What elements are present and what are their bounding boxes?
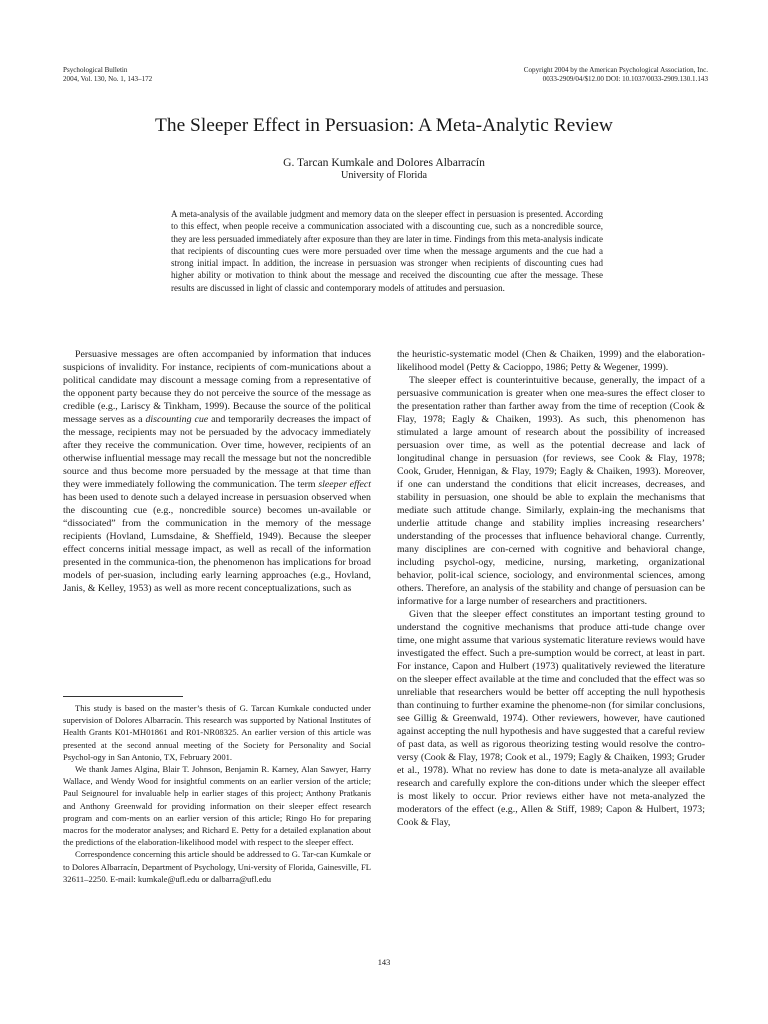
copyright-notice: Copyright 2004 by the American Psychological Association, Inc.: [523, 66, 708, 74]
article-title: The Sleeper Effect in Persuasion: A Meta-Analytic Review: [155, 115, 613, 136]
footnote-acknowledgments: We thank James Algina, Blair T. Johnson, Benjamin R. Karney, Alan Sawyer, Harry Wallace, and Wendy Wood for insightful comments on an earlier version of the article; Paul Seignourel for invaluable help in earlier stages of this project; Anthony Pratkanis and Anthony Greenwald for providing information on their sleeper effect research program and com-ments on an earlier version of this article; Ringo Ho for preparing macros for the moderator analyses; and Richard E. Petty for a detailed explanation about the predictions of the elaboration-likelihood model with respect to the sleeper effect.: [63, 764, 371, 848]
body-column-left: [63, 348, 371, 595]
running-header-left: [63, 66, 152, 83]
body-column-right: [397, 348, 705, 829]
journal-name: Psychological Bulletin: [63, 66, 128, 74]
term-discounting-cue: discounting cue: [145, 414, 209, 425]
text-run: and temporarily decreases the impact of the message, recipients may not be persuaded by the advocacy immediately after they receive the communication. Over time, however, recipients of an otherwise influential message may recall the message but not the noncredible source and thus become more persuaded by the message at that time than they were immediately following the communication. The term: [63, 414, 371, 490]
text-run: has been used to denote such a delayed increase in persuasion observed when the discounting cue (e.g., noncredible source) becomes un-available or “dissociated” from the communication in the memory of the message recipients (Hovland, Lumsdaine, & Sheffield, 1949). Because the sleeper effect concerns initial message impact, as well as recall of the information presented in the communica-tion, the phenomenon has implications for broad models of per-suasion, including early learning approaches (e.g., Hovland, Janis, & Kelley, 1953) as well as more recent conceptualizations, such as: [63, 492, 371, 594]
author-names: G. Tarcan Kumkale and Dolores Albarracín: [283, 156, 485, 169]
doi-line: 0033-2909/04/$12.00 DOI: 10.1037/0033-2909.130.1.143: [542, 74, 708, 83]
footnote-correspondence: Correspondence concerning this article should be addressed to G. Tar-can Kumkale or to Dolores Albarracín, Department of Psychology, Uni-versity of Florida, Gainesville, FL 32611–2250. E-mail: kumkale@ufl.edu or dalbarra@ufl.edu: [63, 849, 371, 884]
footnotes: [63, 702, 371, 885]
page-number: 143: [377, 958, 391, 967]
body-paragraph: the heuristic-systematic model (Chen & Chaiken, 1999) and the elaboration-likelihood model (Petty & Cacioppo, 1986; Petty & Wegener, 1999).: [397, 349, 705, 373]
footnote-funding: This study is based on the master’s thesis of G. Tarcan Kumkale conducted under supervision of Dolores Albarracín. This research was supported by National Institutes of Health Grants K01-MH01861 and R01-NR08325. An earlier version of this article was presented at the second annual meeting of the Society for Personality and Social Psychol-ogy in San Antonio, TX, February 2001.: [63, 703, 371, 762]
body-paragraph: [63, 348, 371, 595]
body-paragraph: The sleeper effect is counterintuitive because, generally, the impact of a persuasive communication is greater when one mea-sures the effect closer to the presentation rather than farther away from the time of reception (Cook & Flay, 1978; Eagly & Chaiken, 1993). As such, this phenomenon has stimulated a large amount of research about the possibility of increased persuasion over time, as well as the potential decrease and lack of longitudinal change in persuasion (for reviews, see Cook & Flay, 1978; Cook, Gruder, Hennigan, & Flay, 1979; Eagly & Chaiken, 1993). Moreover, if one can understand the conditions that elicit increases, decreases, and stability in persuasion, one should be able to explain the mechanisms that mediate such attitude change. Similarly, explain-ing the mechanisms that underlie attitude change and stability implies increasing researchers’ understanding of the processes that influence behavioral change. Currently, many disciplines are con-cerned with cognitive and behavioral change, including psychol-ogy, medicine, nursing, marketing, organizational behavior, polit-ical science, sociology, and environmental sciences, among others. Therefore, an analysis of the stability and change of persuasion can be informative for a large number of researchers and practitioners.: [397, 375, 705, 607]
text-run: Persuasive messages are often accompanied by information that induces suspicions of invalidity. For instance, recipients of com-munications about a political candidate may discount a message coming from a representative of the opponent party because they do not perceive the source of the message as credible (e.g., Lariscy & Tinkham, 1999). Because the source of the political message serves as a: [63, 349, 371, 425]
journal-volume: 2004, Vol. 130, No. 1, 143–172: [63, 74, 153, 83]
body-paragraph: Given that the sleeper effect constitutes an important testing ground to understand the cognitive mechanisms that produce atti-tude change over time, one might assume that various systematic literature reviews would have investigated the effect. Such a pre-sumption would be correct, at least in part. For instance, Capon and Hulbert (1973) qualitatively reviewed the literature on the sleeper effect available at the time and concluded that the effect was so unreliable that researchers would be better off accepting the null hypothesis than continuing to further examine the phenome-non (for similar conclusions, see Gillig & Greenwald, 1974). Other reviewers, however, have cautioned against accepting the null hypothesis and have suggested that a careful review of past data, as well as rigorous theorizing testing would resolve the contro-versy (Cook & Flay, 1978; Cook et al., 1979; Eagly & Chaiken, 1993; Gruder et al., 1978). What no review has done to date is meta-analyze all available research and carefully explore the con-ditions under which the sleeper effect is most likely to occur. Prior reviews either have not meta-analyzed the moderators of the effect (e.g., Allen & Stiff, 1989; Capon & Hulbert, 1973; Cook & Flay,: [397, 609, 705, 828]
term-sleeper-effect: sleeper effect: [318, 479, 371, 490]
running-header-right: [500, 66, 708, 83]
abstract: A meta-analysis of the available judgment and memory data on the sleeper effect in persuasion is presented. According to this effect, when people receive a communication associated with a discounting cue, such as a noncredible source, they are less persuaded immediately after exposure than they are later in time. Findings from this meta-analysis indicate that recipients of discounting cues were more persuaded over time when the message arguments and the cue had a strong initial impact. In addition, the increase in persuasion was stronger when recipients of discounting cues had higher ability or motivation to think about the message and received the discounting cue after the message. These results are discussed in light of classic and contemporary models of attitudes and persuasion.: [171, 209, 603, 293]
author-affiliation: University of Florida: [340, 170, 428, 181]
footnote-divider: [63, 696, 183, 697]
